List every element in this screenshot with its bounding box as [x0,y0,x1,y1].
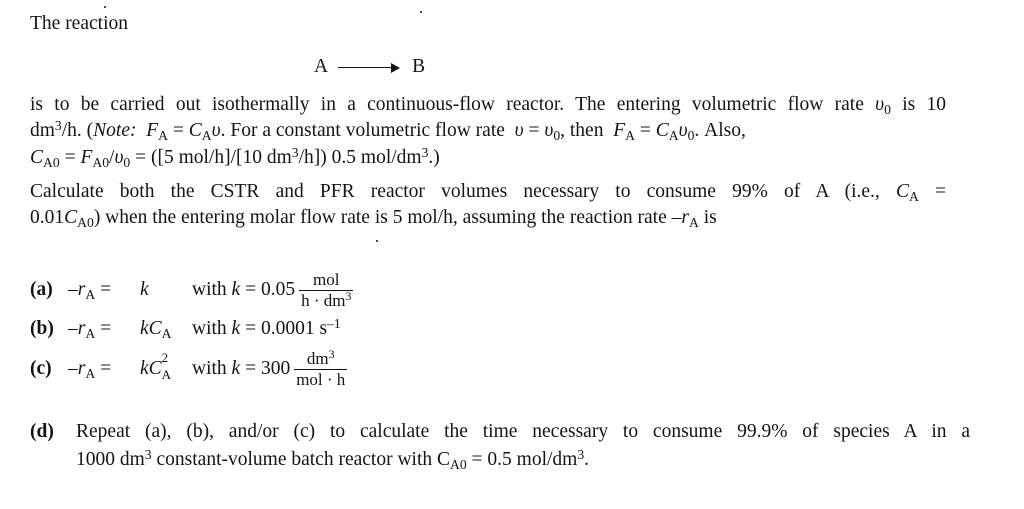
fraction-dm3-per-mol-h: $\frac{dm^3}{\text{mol · h}}$ [296,347,346,389]
print-speck [104,6,106,8]
part-d-line1: (d) Repeat (a), (b), and/or (c) to calculate the time necessary to consume 99.9% of species A in a [30,421,970,442]
print-speck [376,240,378,242]
para1-line3: $C_{A0} = F_{A0}/\upsilon_0 = ([5$ mol/h]/[10 $dm^3/h$]) 0.5 mol/$dm^3$.) [30,144,440,171]
para2-line2: $0.01C_{A0}$) when the entering molar flow rate is 5 mol/h, assuming the reaction rate $-r_A$ is [30,207,717,231]
reaction-equation [314,55,425,79]
fraction-mol-per-h-dm3: $\frac{\text{mol}}{h \cdot dm^3}$ [301,269,352,310]
intro-text: The reaction [30,13,128,34]
para1-line1: is to be carried out isothermally in a continuous-flow reactor. The entering volumetric flow rate $\upsilon_0$ is 10 [30,94,947,118]
para1-line2: $dm^3/h$. (Note: $F_A = C_A\upsilon$. For a constant volumetric flow rate $\upsilon = \upsilon_0$, then $F_A = C_A\upsilon_0$. Also, [30,117,746,144]
intro-line [30,12,128,36]
case-c: (c) $-r_A$ = kC 2 A with k = 300 $\frac{dm^3}{\text{mol · h}}$ [30,347,346,389]
print-speck [420,11,422,13]
reactant: A [314,56,329,77]
case-b: (b) $-r_A = kC_A$ with k = 0.0001 $s^{-1}$ [30,315,341,342]
part-d-line2: 1000 $dm^3$ constant-volume batch reactor with $C_{A0} = 0.5$ mol/$dm^3$. [76,446,590,473]
case-a: (a) $-r_A$ = k with k = 0.05 $\frac{\text{mol}}{h \cdot dm^3}$ [30,269,352,310]
product: B [412,56,426,77]
para2-line1: Calculate both the CSTR and PFR reactor volumes necessary to consume 99% of A (i.e., $C_A$ = [30,181,947,205]
reaction-arrow-icon [338,63,400,73]
